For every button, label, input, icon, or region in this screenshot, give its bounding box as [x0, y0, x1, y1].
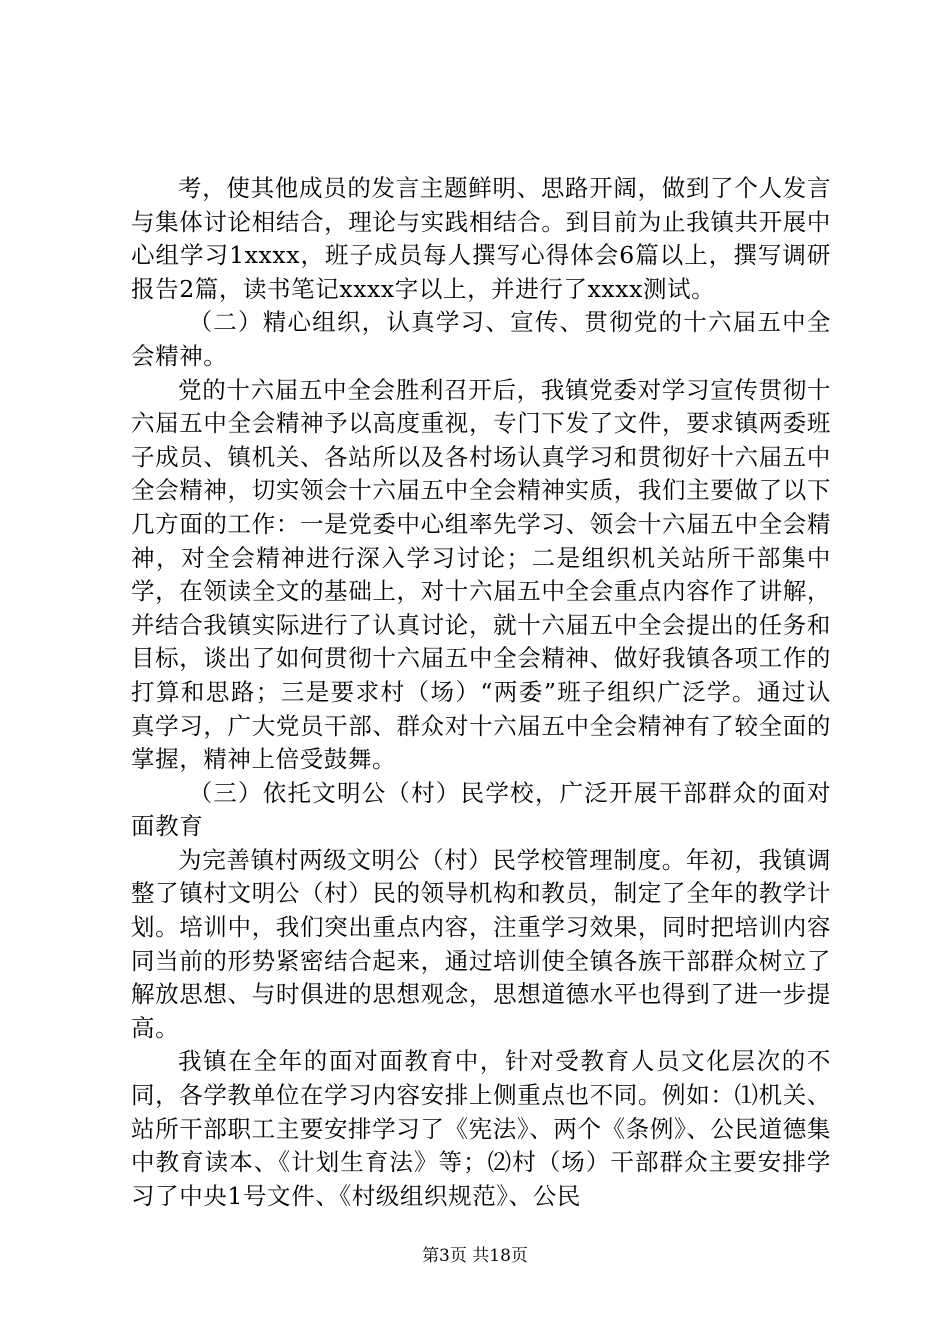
paragraph-civic-school: 为完善镇村两级文明公（村）民学校管理制度。年初，我镇调整了镇村文明公（村）民的领导机构和教员，制定了全年的教学计划。培训中，我们突出重点内容，注重学习效果，同时把培训内容同当前的形势紧密结合起来，通过培训使全镇各族干部群众树立了解放思想、与时俱进的思想观念，思想道德水平也得到了进一步提高。: [131, 845, 831, 1042]
section-heading-three: （三）依托文明公（村）民学校，广泛开展干部群众的面对面教育: [131, 778, 831, 841]
section-heading-two: （二）精心组织，认真学习、宣传、贯彻党的十六届五中全会精神。: [131, 308, 831, 370]
paragraph-plenum-study: 党的十六届五中全会胜利召开后，我镇党委对学习宣传贯彻十六届五中全会精神予以高度重视，专门下发了文件，要求镇两委班子成员、镇机关、各站所以及各村场认真学习和贯彻好十六届五中全会精神，切实领会十六届五中全会精神实质，我们主要做了以下几方面的工作：一是党委中心组率先学习、领会十六届五中全会精神，对全会精神进行深入学习讨论；二是组织机关站所干部集中学，在领读全文的基础上，对十六届五中全会重点内容作了讲解，并结合我镇实际进行了认真讨论，就十六届五中全会提出的任务和目标，谈出了如何贯彻十六届五中全会精神、做好我镇各项工作的打算和思路；三是要求村（场）“两委”班子组织广泛学。通过认真学习，广大党员干部、群众对十六届五中全会精神有了较全面的掌握，精神上倍受鼓舞。: [131, 375, 831, 774]
document-body: [131, 172, 831, 1213]
paragraph-continuation: 考，使其他成员的发言主题鲜明、思路开阔，做到了个人发言与集体讨论相结合，理论与实践相结合。到目前为止我镇共开展中心组学习1xxxx，班子成员每人撰写心得体会6篇以上，撰写调研报告2篇，读书笔记xxxx字以上，并进行了xxxx测试。: [131, 174, 831, 303]
page-number-footer: 第3页 共18页: [422, 1246, 528, 1266]
paragraph-education-content: 我镇在全年的面对面教育中，针对受教育人员文化层次的不同，各学教单位在学习内容安排上侧重点也不同。例如：⑴机关、站所干部职工主要安排学习了《宪法》、两个《条例》、公民道德集中教育读本、《计划生育法》等；⑵村（场）干部群众主要安排学习了中央1号文件、《村级组织规范》、公民: [131, 1047, 831, 1210]
